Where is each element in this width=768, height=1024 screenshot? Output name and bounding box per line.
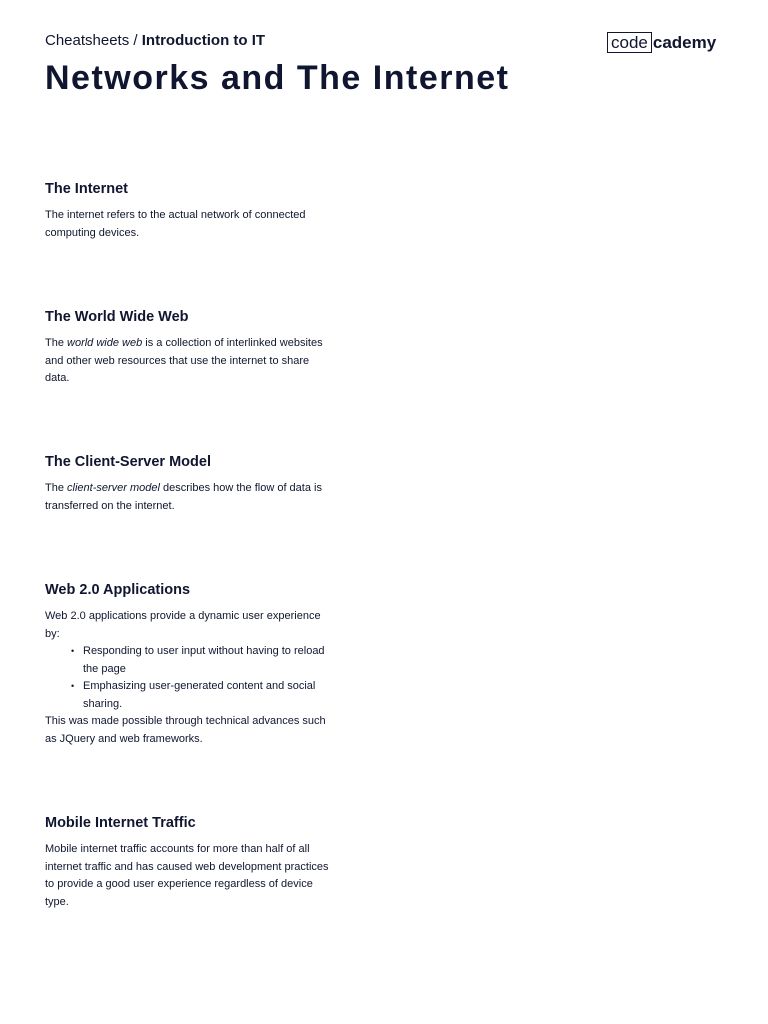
section-heading: Web 2.0 Applications [45,582,191,598]
section-heading: The World Wide Web [45,309,189,325]
section-web-2-applications [45,581,335,748]
section-mobile-internet-traffic [45,814,335,911]
term-client-server-model: client-server model [67,482,160,494]
term-world-wide-web: world wide web [67,337,143,349]
section-client-server-model [45,453,335,515]
codecademy-logo[interactable] [607,30,716,54]
list-item: • Emphasizing user-generated content and social sharing. [83,678,335,713]
page-title: Networks and The Internet [45,59,510,97]
body-text: The [45,337,68,349]
section-body: Mobile internet traffic accounts for more than half of all internet traffic and has caused web development practices to provide a good user experience regardless of device type. [45,843,329,908]
section-outro: This was made possible through technical advances such as JQuery and web frameworks. [45,715,326,745]
logo-cademy-text: cademy [652,32,717,52]
body-text: describes how the flow of data is transferred on the internet. [45,482,322,512]
body-text: is a collection of interlinked websites and other web resources that use the internet to share data. [45,337,323,384]
section-the-internet [45,180,335,242]
body-text: The [45,482,68,494]
section-heading: Mobile Internet Traffic [45,815,196,831]
section-body [45,335,335,388]
section-intro: Web 2.0 applications provide a dynamic user experience by: [45,610,321,640]
section-body: The internet refers to the actual network of connected computing devices. [45,209,306,239]
section-heading: The Internet [45,181,128,197]
logo-code-box: code [607,32,652,53]
section-body [45,480,335,515]
section-heading: The Client-Server Model [45,454,211,470]
list-item: • Responding to user input without having to reload the page [83,643,335,678]
breadcrumb [45,32,265,50]
breadcrumb-separator: / [129,32,142,49]
breadcrumb-link-introduction-to-it[interactable]: Introduction to IT [141,32,266,49]
breadcrumb-link-cheatsheets[interactable]: Cheatsheets [45,32,130,49]
bullet-list [45,643,335,713]
section-world-wide-web [45,308,335,388]
